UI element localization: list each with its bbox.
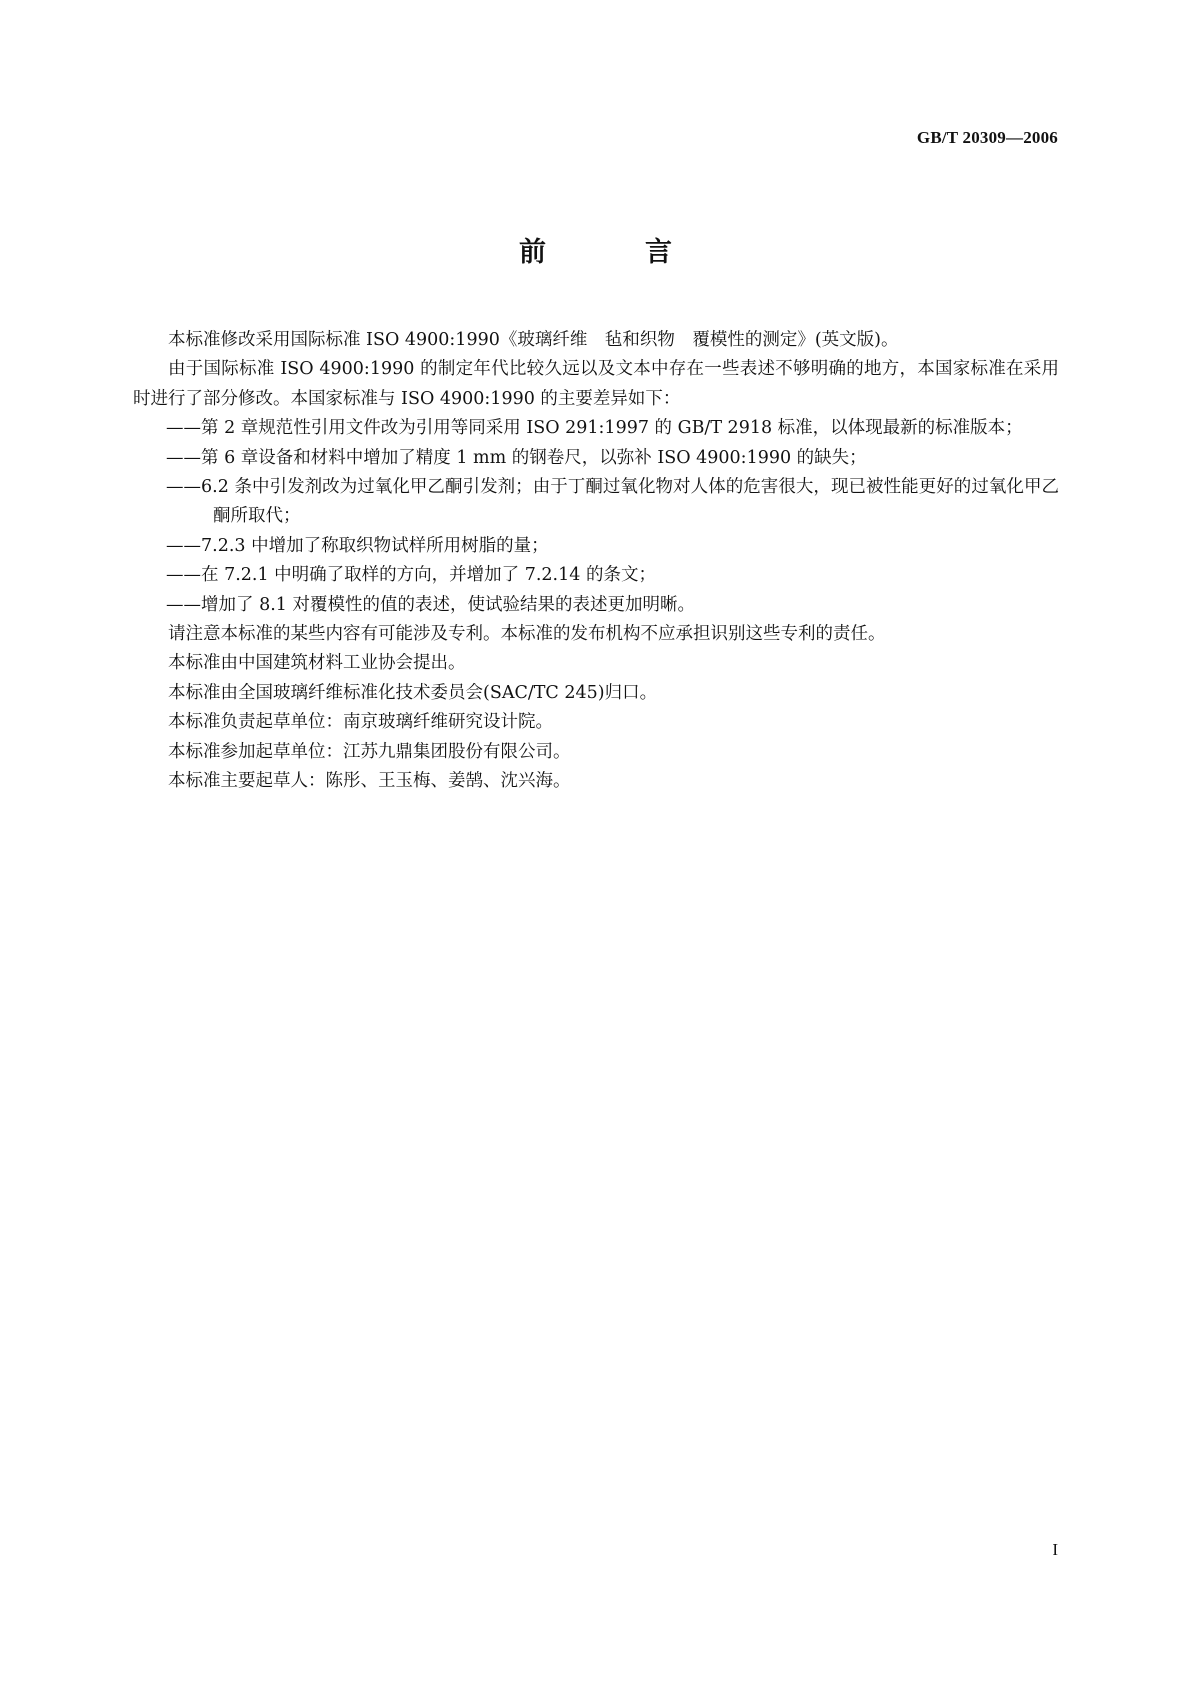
foreword-body xyxy=(133,326,1059,797)
drafters: 本标准主要起草人：陈彤、王玉梅、姜鹄、沈兴海。 xyxy=(168,771,571,792)
difference-item: ——第 2 章规范性引用文件改为引用等同采用 ISO 291:1997 的 GB/T 2918 标准，以体现最新的标准版本； xyxy=(166,418,1023,439)
difference-item: ——第 6 章设备和材料中增加了精度 1 mm 的钢卷尺，以弥补 ISO 4900:1990 的缺失； xyxy=(166,447,867,468)
intro-paragraph: 本标准修改采用国际标准 ISO 4900:1990《玻璃纤维 毡和织物 覆模性的测定》(英文版)。 xyxy=(168,330,899,350)
page-title: 前 言 xyxy=(519,237,708,268)
proposer-statement: 本标准由中国建筑材料工业协会提出。 xyxy=(168,653,466,674)
standard-code: GB/T 20309—2006 xyxy=(916,128,1058,147)
difference-item: ——增加了 8.1 对覆模性的值的表述，使试验结果的表述更加明晰。 xyxy=(166,594,695,615)
patent-notice: 请注意本标准的某些内容有可能涉及专利。本标准的发布机构不应承担识别这些专利的责任。 xyxy=(168,624,886,645)
intro-paragraph: 由于国际标准 ISO 4900:1990 的制定年代比较久远以及文本中存在一些表述不够明确的地方，本国家标准在采用时进行了部分修改。本国家标准与 ISO 4900:1990 的主要差异如下： xyxy=(133,359,1059,409)
drafting-unit: 本标准负责起草单位：南京玻璃纤维研究设计院。 xyxy=(168,712,553,733)
difference-item: ——7.2.3 中增加了称取织物试样所用树脂的量； xyxy=(166,535,549,556)
page-number: I xyxy=(1052,1540,1058,1559)
difference-item: ——在 7.2.1 中明确了取样的方向，并增加了 7.2.14 的条文； xyxy=(166,565,656,586)
committee-statement: 本标准由全国玻璃纤维标准化技术委员会(SAC/TC 245)归口。 xyxy=(168,682,658,703)
difference-item: ——6.2 条中引发剂改为过氧化甲乙酮引发剂；由于丁酮过氧化物对人体的危害很大，现已被性能更好的过氧化甲乙酮所取代； xyxy=(166,477,1059,527)
participating-unit: 本标准参加起草单位：江苏九鼎集团股份有限公司。 xyxy=(168,741,571,762)
